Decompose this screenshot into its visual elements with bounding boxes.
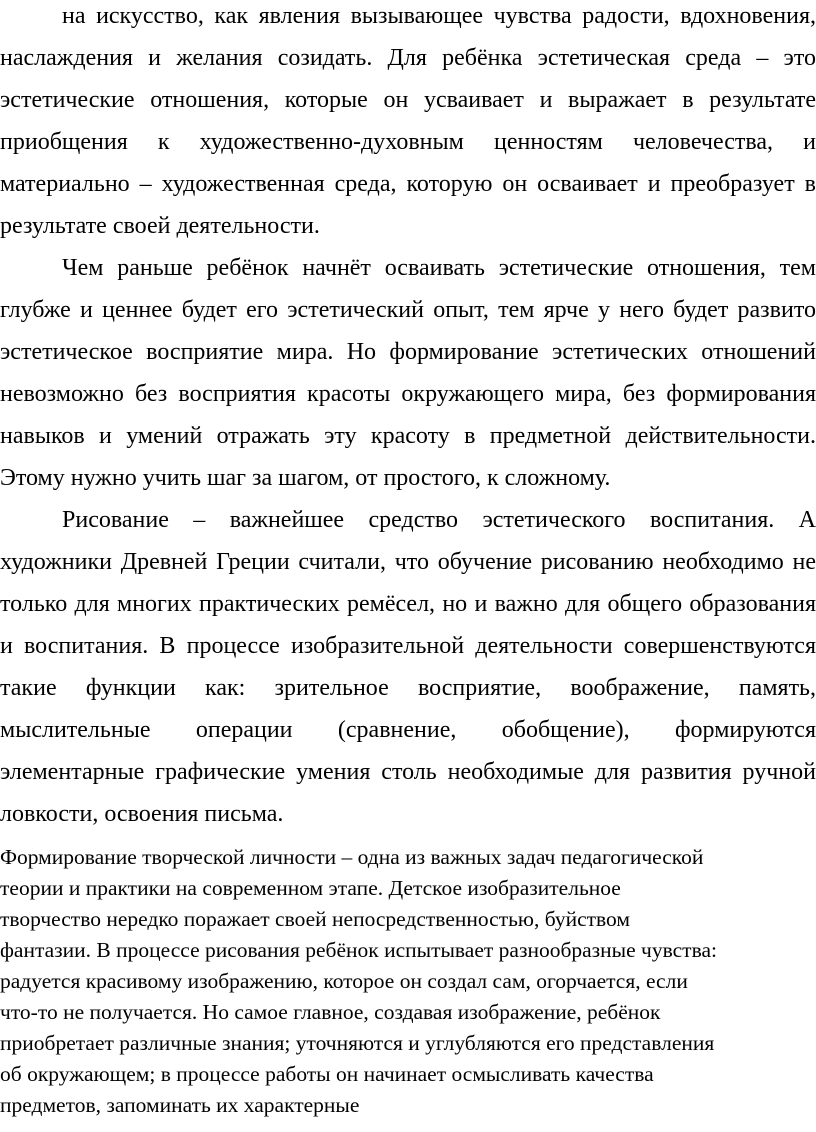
text-line: такие функции как: зрительное восприятие, воображение, память, bbox=[0, 675, 816, 701]
text-line: результате своей деятельности. bbox=[0, 213, 320, 239]
text-line: фантазии. В процессе рисования ребёнок испытывает разнообразные чувства: bbox=[0, 938, 717, 962]
text-line: Чем раньше ребёнок начнёт осваивать эстетические отношения, тем bbox=[62, 255, 816, 281]
text-line: навыков и умений отражать эту красоту в предметной действительности. bbox=[0, 423, 816, 449]
text-line: художники Древней Греции считали, что обучение рисованию необходимо не bbox=[0, 549, 816, 575]
text-line: теории и практики на современном этапе. Детское изобразительное bbox=[0, 876, 621, 900]
text-line: глубже и ценнее будет его эстетический опыт, тем ярче у него будет развито bbox=[0, 297, 816, 323]
text-line: на искусство, как явления вызывающее чувства радости, вдохновения, bbox=[62, 3, 816, 29]
text-line: приобщения к художественно-духовным ценностям человечества, и bbox=[0, 129, 816, 155]
text-line: только для многих практических ремёсел, но и важно для общего образования bbox=[0, 591, 816, 617]
text-line: эстетические отношения, которые он усваивает и выражает в результате bbox=[0, 87, 816, 113]
text-line: приобретает различные знания; уточняются и углубляются его представления bbox=[0, 1031, 715, 1055]
text-line: ловкости, освоения письма. bbox=[0, 801, 284, 827]
text-line: творчество нередко поражает своей непосредственностью, буйством bbox=[0, 907, 630, 931]
text-line: что-то не получается. Но самое главное, создавая изображение, ребёнок bbox=[0, 1000, 661, 1024]
text-line: эстетическое восприятие мира. Но формирование эстетических отношений bbox=[0, 339, 816, 365]
text-line: и воспитания. В процессе изобразительной деятельности совершенствуются bbox=[0, 633, 816, 659]
text-line: материально – художественная среда, которую он осваивает и преобразует в bbox=[0, 171, 816, 197]
text-line: предметов, запоминать их характерные bbox=[0, 1093, 360, 1117]
text-line: Рисование – важнейшее средство эстетического воспитания. А bbox=[62, 507, 816, 533]
text-line: Этому нужно учить шаг за шагом, от простого, к сложному. bbox=[0, 465, 611, 491]
text-line: радуется красивому изображению, которое он создал сам, огорчается, если bbox=[0, 969, 688, 993]
text-line: об окружающем; в процессе работы он начинает осмысливать качества bbox=[0, 1062, 654, 1086]
text-line: невозможно без восприятия красоты окружающего мира, без формирования bbox=[0, 381, 816, 407]
text-line: Формирование творческой личности – одна из важных задач педагогической bbox=[0, 845, 704, 869]
text-line: мыслительные операции (сравнение, обобщение), формируются bbox=[0, 717, 816, 743]
text-line: элементарные графические умения столь необходимые для развития ручной bbox=[0, 759, 816, 785]
text-line: наслаждения и желания созидать. Для ребёнка эстетическая среда – это bbox=[0, 45, 816, 71]
